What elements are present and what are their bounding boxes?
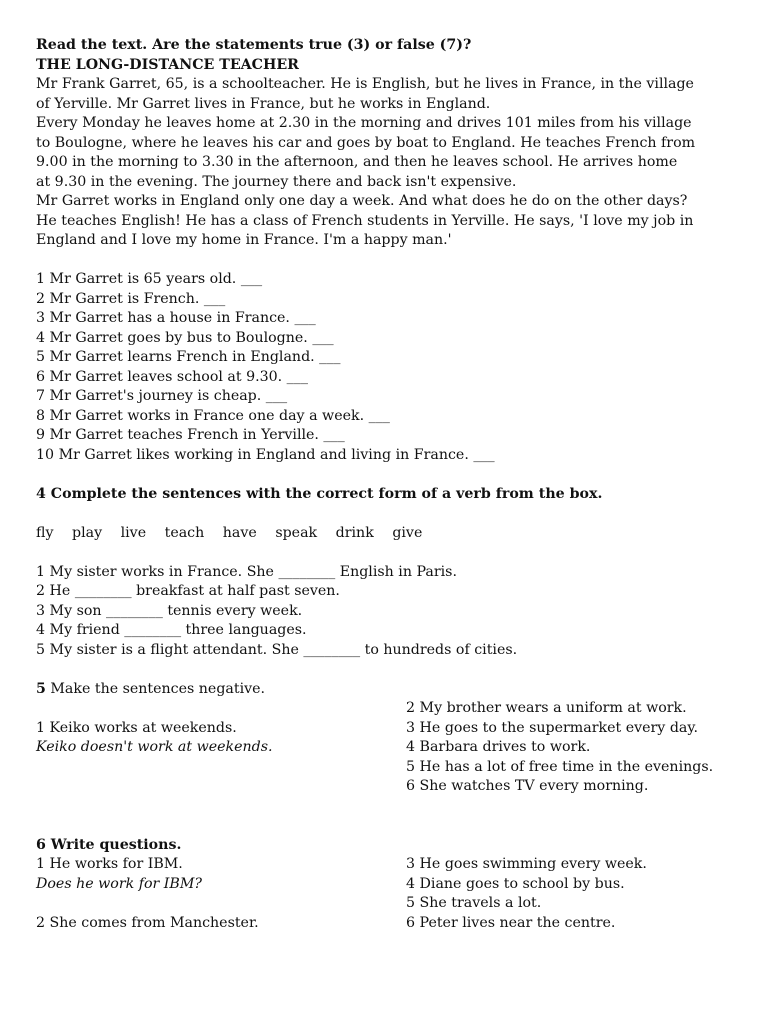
exercise-5-number: 5 [36, 680, 46, 697]
text-line: England and I love my home in France. I'm a happy man.' [36, 232, 452, 248]
reading-instruction: Read the text. Are the statements true (3) or false (7)? [36, 37, 472, 53]
example-answer: Does he work for IBM? [36, 875, 202, 892]
verb-word: live [120, 524, 147, 541]
verb-word: speak [275, 524, 318, 541]
gap-sentence: 4 My friend ________ three languages. [36, 622, 307, 638]
verb-word: teach [164, 524, 205, 541]
statement: 7 Mr Garret's journey is cheap. ___ [36, 388, 288, 404]
exercise-5-heading [36, 680, 736, 700]
verb-box [36, 524, 736, 544]
statement: 1 Mr Garret is 65 years old. ___ [36, 271, 263, 287]
text-line: at 9.30 in the evening. The journey there and back isn't expensive. [36, 173, 517, 190]
question-item: 4 Diane goes to school by bus. [406, 875, 625, 892]
statement: 2 Mr Garret is French. ___ [36, 290, 226, 307]
text-line: Mr Frank Garret, 65, is a schoolteacher. He is English, but he lives in France, in the village [36, 76, 694, 92]
worksheet [36, 36, 736, 933]
exercise-5-title: Make the sentences negative. [45, 680, 266, 697]
negative-item: 3 He goes to the supermarket every day. [406, 719, 698, 736]
statement: 8 Mr Garret works in France one day a week. ___ [36, 407, 390, 424]
negative-item: 6 She watches TV every morning. [406, 778, 649, 794]
text-line: Mr Garret works in England only one day a week. And what does he do on the other days? [36, 193, 688, 209]
negative-item: 5 He has a lot of free time in the evenings. [406, 758, 714, 775]
statement: 10 Mr Garret likes working in England and living in France. ___ [36, 446, 495, 463]
verb-word: have [222, 524, 257, 541]
negative-item: 4 Barbara drives to work. [406, 739, 591, 755]
exercise-6-right [406, 855, 736, 933]
gap-sentence: 1 My sister works in France. She ________ English in Paris. [36, 563, 457, 580]
exercise-6-columns [36, 855, 736, 933]
question-item: 2 She comes from Manchester. [36, 914, 259, 931]
statement: 5 Mr Garret learns French in England. ___ [36, 349, 341, 365]
text-line: Every Monday he leaves home at 2.30 in the morning and drives 101 miles from his village [36, 115, 692, 131]
verb-word: give [392, 524, 423, 541]
exercise-6-left [36, 855, 406, 933]
gap-sentence: 5 My sister is a flight attendant. She ________ to hundreds of cities. [36, 641, 518, 658]
text-line: 9.00 in the morning to 3.30 in the afternoon, and then he leaves school. He arrives home [36, 154, 678, 170]
exercise-5-columns [36, 699, 736, 797]
exercise-6-heading: 6 Write questions. [36, 836, 182, 853]
reading-text [36, 75, 736, 251]
statement: 6 Mr Garret leaves school at 9.30. ___ [36, 368, 308, 385]
text-line: He teaches English! He has a class of French students in Yerville. He says, 'I love my job in [36, 212, 694, 229]
example-sentence: 1 Keiko works at weekends. [36, 719, 237, 736]
statement: 3 Mr Garret has a house in France. ___ [36, 310, 316, 326]
question-item: 5 She travels a lot. [406, 895, 542, 911]
exercise-5-left [36, 699, 406, 797]
exercise-5-right [406, 699, 736, 797]
gap-sentence: 2 He ________ breakfast at half past seven. [36, 583, 340, 599]
example-answer: Keiko doesn't work at weekends. [36, 739, 273, 755]
true-false-statements [36, 270, 736, 465]
exercise-4-heading: 4 Complete the sentences with the correct form of a verb from the box. [36, 485, 603, 502]
gap-sentence: 3 My son ________ tennis every week. [36, 602, 303, 619]
reading-title: THE LONG-DISTANCE TEACHER [36, 56, 299, 73]
verb-word: play [72, 524, 103, 541]
question-item: 3 He goes swimming every week. [406, 856, 647, 872]
negative-item: 2 My brother wears a uniform at work. [406, 700, 687, 716]
verb-word: drink [335, 524, 374, 541]
example-sentence: 1 He works for IBM. [36, 856, 183, 872]
statement: 9 Mr Garret teaches French in Yerville. ___ [36, 427, 345, 443]
text-line: of Yerville. Mr Garret lives in France, but he works in England. [36, 95, 491, 112]
exercise-4-sentences [36, 563, 736, 661]
text-line: to Boulogne, where he leaves his car and goes by boat to England. He teaches French from [36, 134, 696, 151]
question-item: 6 Peter lives near the centre. [406, 914, 616, 931]
statement: 4 Mr Garret goes by bus to Boulogne. ___ [36, 329, 334, 346]
verb-word: fly [36, 524, 54, 541]
